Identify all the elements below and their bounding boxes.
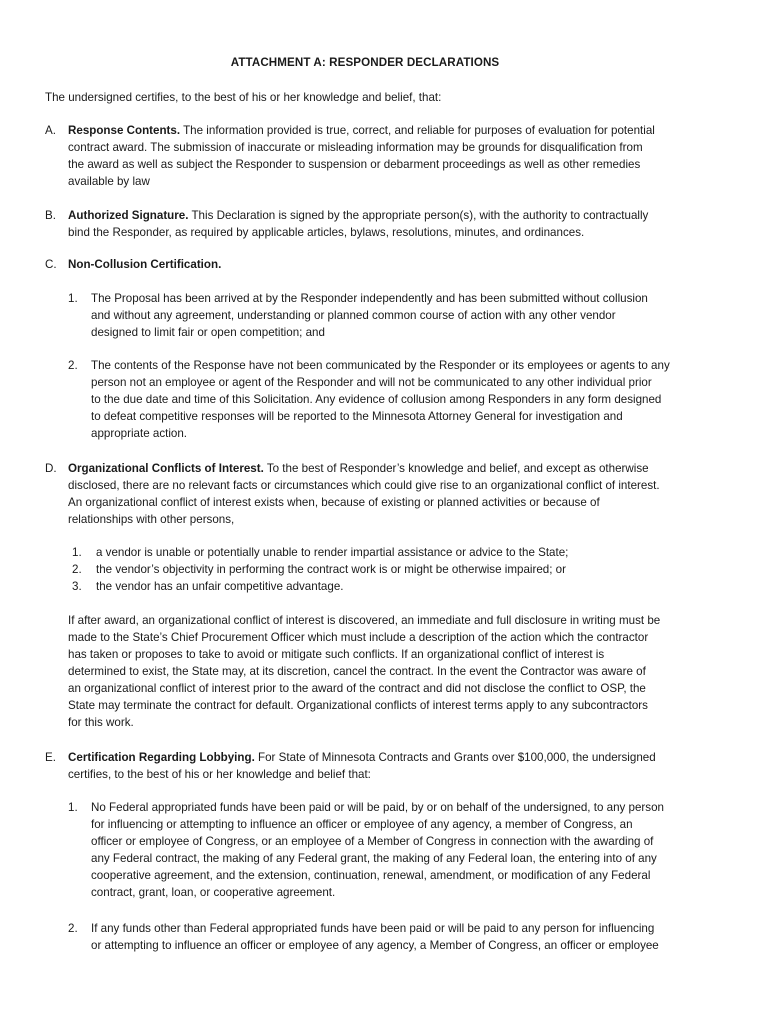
list-text-line: to the due date and time of this Solicitation. Any evidence of collusion among Responders in any form designed bbox=[91, 393, 662, 406]
section-letter: A. bbox=[45, 124, 56, 137]
conflict-list bbox=[72, 544, 722, 596]
paragraph-line: State may terminate the contract for default. Organizational conflicts of interest terms apply to any subcontractors bbox=[68, 699, 648, 712]
list-item bbox=[68, 799, 730, 901]
list-number: 1. bbox=[72, 546, 82, 559]
list-number: 2. bbox=[68, 359, 78, 372]
list-text-line: and without any agreement, understanding or planned common course of action with any other vendor bbox=[91, 309, 616, 322]
section-text-line: For State of Minnesota Contracts and Grants over $100,000, the undersigned bbox=[254, 751, 656, 764]
list-number: 1. bbox=[68, 801, 78, 814]
list-text: a vendor is unable or potentially unable to render impartial assistance or advice to the State; bbox=[96, 546, 569, 559]
list-text-line: The Proposal has been arrived at by the Responder independently and has been submitted without collusion bbox=[91, 292, 648, 305]
list-item bbox=[68, 290, 730, 341]
section-text-line: certifies, to the best of his or her knowledge and belief that: bbox=[68, 768, 371, 781]
list-text-line: cooperative agreement, and the extension, continuation, renewal, amendment, or modification of any Federal bbox=[91, 869, 651, 882]
list-text-line: appropriate action. bbox=[91, 427, 188, 440]
paragraph-line: has taken or proposes to take to avoid or mitigate such conflicts. If an organizational conflict of interest is bbox=[68, 648, 605, 661]
list-text-line: to defeat competitive responses will be reported to the Minnesota Attorney General for investigation and bbox=[91, 410, 623, 423]
section-letter: C. bbox=[45, 258, 57, 271]
section-text-line: To the best of Responder’s knowledge and belief, and except as otherwise bbox=[263, 462, 649, 475]
section-heading: Certification Regarding Lobbying. bbox=[68, 751, 255, 764]
section-text-line: An organizational conflict of interest exists when, because of existing or planned activities or because of bbox=[68, 496, 600, 509]
list-text-line: or attempting to influence an officer or employee of any agency, a Member of Congress, an officer or employee bbox=[91, 939, 659, 952]
list-number: 3. bbox=[72, 580, 82, 594]
section-text-line: This Declaration is signed by the appropriate person(s), with the authority to contractually bbox=[188, 209, 649, 222]
section-d bbox=[45, 460, 730, 528]
list-item bbox=[68, 357, 730, 442]
section-text-line: disclosed, there are no relevant facts or circumstances which could give rise to an organizational conflict of interest. bbox=[68, 479, 660, 492]
section-a bbox=[45, 122, 730, 190]
paragraph-line: made to the State’s Chief Procurement Officer which must include a description of the action which the contractor bbox=[68, 631, 649, 644]
list-text-line: designed to limit fair or open competition; and bbox=[91, 326, 325, 339]
list-text-line: The contents of the Response have not been communicated by the Responder or its employees or agents to any bbox=[91, 359, 670, 372]
section-text-line: The information provided is true, correct, and reliable for purposes of evaluation for potential bbox=[180, 124, 655, 137]
paragraph-line: an organizational conflict of interest prior to the award of the contract and did not disclose the conflict to OSP, the bbox=[68, 682, 646, 695]
list-number: 2. bbox=[68, 922, 78, 935]
section-text-line: contract award. The submission of inaccurate or misleading information may be grounds for disqualification from bbox=[68, 141, 643, 154]
list-text: the vendor has an unfair competitive advantage. bbox=[96, 580, 344, 594]
list-text-line: officer or employee of Congress, or an employee of a Member of Congress in connection with the awarding of bbox=[91, 835, 654, 848]
list-item bbox=[72, 561, 722, 578]
section-text-line: available by law bbox=[68, 175, 150, 188]
page-title: ATTACHMENT A: RESPONDER DECLARATIONS bbox=[230, 56, 500, 69]
section-text-line: relationships with other persons, bbox=[68, 513, 235, 526]
list-text-line: person not an employee or agent of the Responder and will not be communicated to any other individual prior bbox=[91, 376, 652, 389]
list-text-line: contract, grant, loan, or cooperative agreement. bbox=[91, 886, 336, 899]
section-heading: Response Contents. bbox=[68, 124, 181, 137]
section-e bbox=[45, 749, 730, 783]
list-text-line: No Federal appropriated funds have been paid or will be paid, by or on behalf of the undersigned, to any person bbox=[91, 801, 664, 814]
section-heading: Non-Collusion Certification. bbox=[68, 258, 222, 271]
paragraph-line: for this work. bbox=[68, 716, 134, 729]
paragraph-line: determined to exist, the State may, at its discretion, cancel the contract. In the event the Contractor was aware of bbox=[68, 665, 646, 678]
list-number: 2. bbox=[72, 563, 82, 577]
list-text: the vendor’s objectivity in performing the contract work is or might be otherwise impaired; or bbox=[96, 563, 566, 577]
intro-text: The undersigned certifies, to the best of his or her knowledge and belief, that: bbox=[45, 91, 442, 104]
section-c bbox=[45, 256, 730, 273]
list-item bbox=[68, 920, 730, 954]
section-letter: B. bbox=[45, 209, 56, 222]
section-text-line: the award as well as subject the Responder to suspension or debarment proceedings as well as other remedies bbox=[68, 158, 641, 171]
conflict-disclosure-paragraph bbox=[68, 612, 728, 731]
section-letter: D. bbox=[45, 462, 57, 475]
section-heading: Organizational Conflicts of Interest. bbox=[68, 462, 264, 475]
paragraph-line: If after award, an organizational conflict of interest is discovered, an immediate and full disclosure in writing must be bbox=[68, 614, 661, 627]
list-number: 1. bbox=[68, 292, 78, 305]
list-item bbox=[72, 578, 722, 595]
section-text-line: bind the Responder, as required by applicable articles, bylaws, resolutions, minutes, and ordinances. bbox=[68, 226, 585, 239]
section-heading: Authorized Signature. bbox=[68, 209, 189, 222]
list-text-line: any Federal contract, the making of any Federal grant, the making of any Federal loan, the entering into of any bbox=[91, 852, 657, 865]
section-letter: E. bbox=[45, 751, 56, 764]
section-b bbox=[45, 207, 730, 241]
list-text-line: If any funds other than Federal appropriated funds have been paid or will be paid to any person for influencing bbox=[91, 922, 655, 935]
list-item bbox=[72, 544, 722, 561]
list-text-line: for influencing or attempting to influence an officer or employee of any agency, a member of Congress, an bbox=[91, 818, 633, 831]
